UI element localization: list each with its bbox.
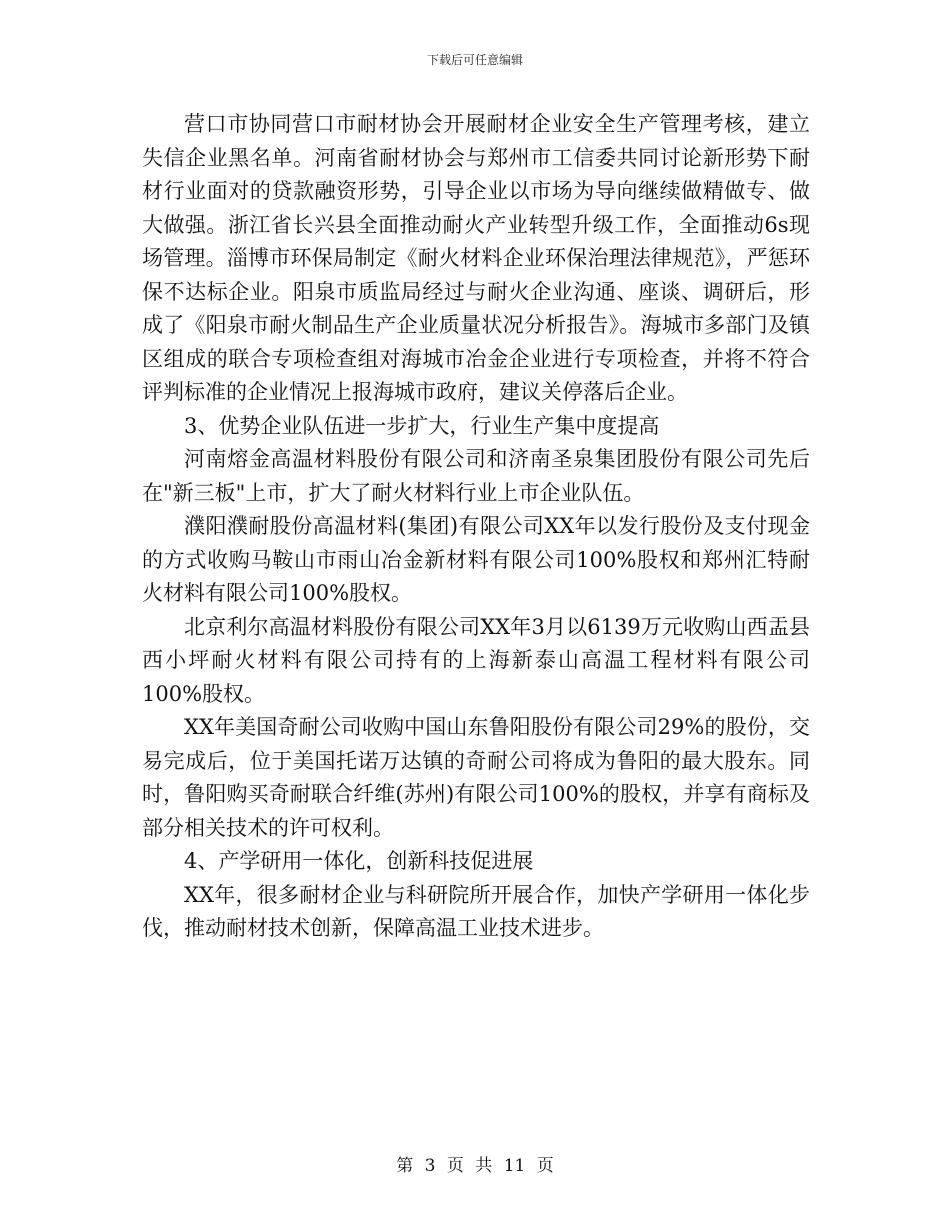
paragraph-2: 河南熔金高温材料股份有限公司和济南圣泉集团股份有限公司先后在"新三板"上市，扩大了耐火材料行业上市企业队伍。	[142, 447, 810, 505]
section-heading-4: 4、产学研用一体化，创新科技促进展	[184, 849, 534, 873]
paragraph-1: 营口市协同营口市耐材协会开展耐材企业安全生产管理考核，建立失信企业黑名单。河南省耐材协会与郑州市工信委共同讨论新形势下耐材行业面对的贷款融资形势，引导企业以市场为导向继续做精做专、做大做强。浙江省长兴县全面推动耐火产业转型升级工作，全面推动6s现场管理。淄博市环保局制定《耐火材料企业环保治理法律规范》，严惩环保不达标企业。阳泉市质监局经过与耐火企业沟通、座谈、调研后，形成了《阳泉市耐火制品生产企业质量状况分析报告》。海城市多部门及镇区组成的联合专项检查组对海城市冶金企业进行专项检查，并将不符合评判标准的企业情况上报海城市政府，建议关停落后企业。	[142, 112, 810, 404]
page-header: 下载后可任意编辑	[426, 53, 523, 67]
document-body	[142, 108, 810, 946]
paragraph-6: XX年，很多耐材企业与科研院所开展合作，加快产学研用一体化步伐，推动耐材技术创新，保障高温工业技术进步。	[142, 882, 810, 940]
paragraph-4: 北京利尔高温材料股份有限公司XX年3月以6139万元收购山西盂县西小坪耐火材料有限公司持有的上海新泰山高温工程材料有限公司100%股权。	[142, 614, 810, 706]
paragraph-5: XX年美国奇耐公司收购中国山东鲁阳股份有限公司29%的股份，交易完成后，位于美国托诺万达镇的奇耐公司将成为鲁阳的最大股东。同时，鲁阳购买奇耐联合纤维(苏州)有限公司100%的股权，并享有商标及部分相关技术的许可权利。	[142, 715, 810, 840]
section-heading-3: 3、优势企业队伍进一步扩大，行业生产集中度提高	[184, 413, 660, 438]
paragraph-3: 濮阳濮耐股份高温材料(集团)有限公司XX年以发行股份及支付现金的方式收购马鞍山市雨山冶金新材料有限公司100%股权和郑州汇特耐火材料有限公司100%股权。	[142, 514, 810, 605]
page-footer: 第 3 页 共 11 页	[396, 1156, 554, 1176]
